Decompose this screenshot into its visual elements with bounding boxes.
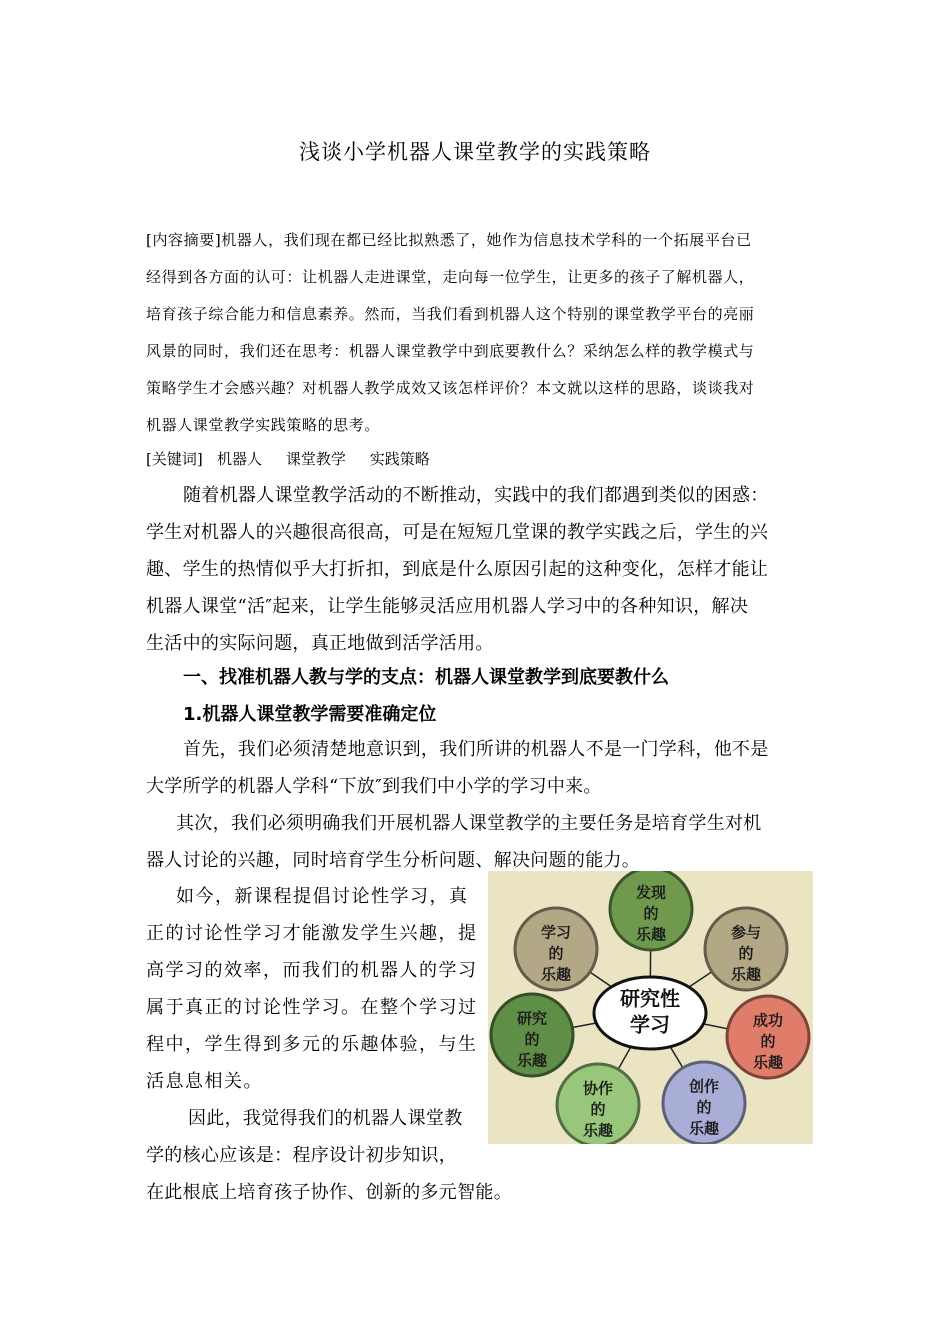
- paragraph-line: 随着机器人课堂教学活动的不断推动，实践中的我们都遇到类似的困惑：: [183, 485, 769, 506]
- abstract-line: 培育孩子综合能力和信息素养。然而，当我们看到机器人这个特别的课堂教学平台的亮丽: [146, 305, 755, 323]
- diagram-node-label: 学习: [540, 923, 572, 942]
- abstract-line: 机器人课堂教学实践策略的思考。: [146, 416, 381, 434]
- keyword: 机器人: [217, 450, 263, 468]
- diagram-node-label: 的: [696, 1098, 712, 1117]
- diagram-center-node: [594, 977, 706, 1049]
- diagram-node-label: 的: [590, 1100, 606, 1119]
- intro-paragraph: [146, 477, 812, 662]
- paragraph-line: 其次，我们必须明确我们开展机器人课堂教学的主要任务是培育学生对机: [176, 813, 762, 834]
- diagram-node-label: 的: [524, 1030, 540, 1049]
- diagram-node: [515, 908, 597, 990]
- paragraph-line: 学生对机器人的兴趣很高很高，可是在短短几堂课的教学实践之后，学生的兴: [146, 522, 769, 543]
- paragraph-line: 生活中的实际问题，真正地做到活学活用。: [146, 633, 494, 654]
- diagram-node-label: 的: [760, 1032, 776, 1051]
- diagram-node-label: 发现: [635, 883, 667, 902]
- paragraph: [146, 731, 812, 805]
- diagram-node-label: 成功: [752, 1011, 784, 1030]
- diagram-node-label: 乐趣: [688, 1119, 720, 1138]
- diagram-node-label: 研究: [516, 1009, 548, 1028]
- keywords-label: [关键词]: [146, 450, 203, 468]
- paragraph-line: 机器人课堂“活″起来，让学生能够灵活应用机器人学习中的各种知识，解决: [146, 596, 749, 617]
- paragraph-line: 高学习的效率，而我们的机器人的学习: [146, 960, 478, 981]
- abstract-line: 策略学生才会感兴趣？对机器人教学成效又该怎样评价？本文就以这样的思路，谈谈我对: [146, 379, 755, 397]
- diagram-node: [610, 871, 692, 950]
- diagram-canvas: [488, 871, 813, 1144]
- diagram-center-label: 学习: [630, 1012, 670, 1037]
- diagram-node-label: 协作: [582, 1079, 614, 1098]
- research-learning-diagram: [488, 871, 813, 1144]
- diagram-node-label: 乐趣: [540, 965, 572, 984]
- paragraph-line: 因此，我觉得我们的机器人课堂教: [188, 1108, 463, 1129]
- paragraph: [146, 878, 486, 1100]
- document-title: 浅谈小学机器人课堂教学的实践策略: [299, 140, 651, 164]
- paragraph-line: 趣、学生的热情似乎大打折扣，到底是什么原因引起的这种变化，怎样才能让: [146, 559, 769, 580]
- keywords: [146, 445, 430, 473]
- paragraph-line: 在此根底上培育孩子协作、创新的多元智能。: [146, 1182, 512, 1203]
- paragraph-line: 首先，我们必须清楚地意识到，我们所讲的机器人不是一门学科，他不是: [183, 739, 769, 760]
- abstract: [146, 222, 812, 444]
- diagram-node: [557, 1064, 639, 1144]
- paragraph-line: 活息息相关。: [146, 1071, 263, 1092]
- diagram-node: [491, 994, 573, 1076]
- paragraph-line: 器人讨论的兴趣，同时培育学生分析问题、解决问题的能力。: [146, 850, 641, 871]
- abstract-line: 经得到各方面的认可：让机器人走进课堂，走向每一位学生，让更多的孩子了解机器人，: [146, 268, 755, 286]
- paragraph-line: 学的核心应该是：程序设计初步知识，: [146, 1145, 458, 1166]
- diagram-node-label: 乐趣: [516, 1051, 548, 1070]
- diagram-node-label: 创作: [688, 1077, 720, 1096]
- paragraph: [146, 805, 812, 879]
- abstract-line: [内容摘要]机器人，我们现在都已经比拟熟悉了，她作为信息技术学科的一个拓展平台已: [146, 231, 752, 249]
- diagram-node-label: 的: [643, 904, 659, 923]
- diagram-node-label: 的: [548, 944, 564, 963]
- keyword: 实践策略: [369, 450, 430, 468]
- paragraph-line: 程中，学生得到多元的乐趣体验，与生: [146, 1034, 478, 1055]
- diagram-node: [727, 996, 809, 1078]
- paragraph-line: 正的讨论性学习才能激发学生兴趣，提: [146, 923, 478, 944]
- diagram-node-label: 的: [738, 944, 754, 963]
- paragraph-line: 如今，新课程提倡讨论性学习，真: [176, 886, 469, 907]
- diagram-node-label: 乐趣: [635, 925, 667, 944]
- paragraph-line: 大学所学的机器人学科“下放″到我们中小学的学习中来。: [146, 776, 602, 797]
- keyword: 课堂教学: [285, 450, 346, 468]
- diagram-node-label: 乐趣: [730, 965, 762, 984]
- diagram-node-label: 乐趣: [582, 1121, 614, 1140]
- diagram-node-label: 参与: [730, 923, 762, 942]
- section-heading: 一、找准机器人教与学的支点：机器人课堂教学到底要教什么: [183, 667, 669, 688]
- diagram-node: [705, 908, 787, 990]
- subsection-heading: 1.机器人课堂教学需要准确定位: [183, 704, 437, 725]
- paragraph-line: 属于真正的讨论性学习。在整个学习过: [146, 997, 478, 1018]
- diagram-node: [663, 1062, 745, 1144]
- diagram-center-label: 研究性: [620, 986, 680, 1011]
- abstract-line: 风景的同时，我们还在思考：机器人课堂教学中到底要教什么？采纳怎么样的教学模式与: [146, 342, 755, 360]
- diagram-node-label: 乐趣: [752, 1053, 784, 1072]
